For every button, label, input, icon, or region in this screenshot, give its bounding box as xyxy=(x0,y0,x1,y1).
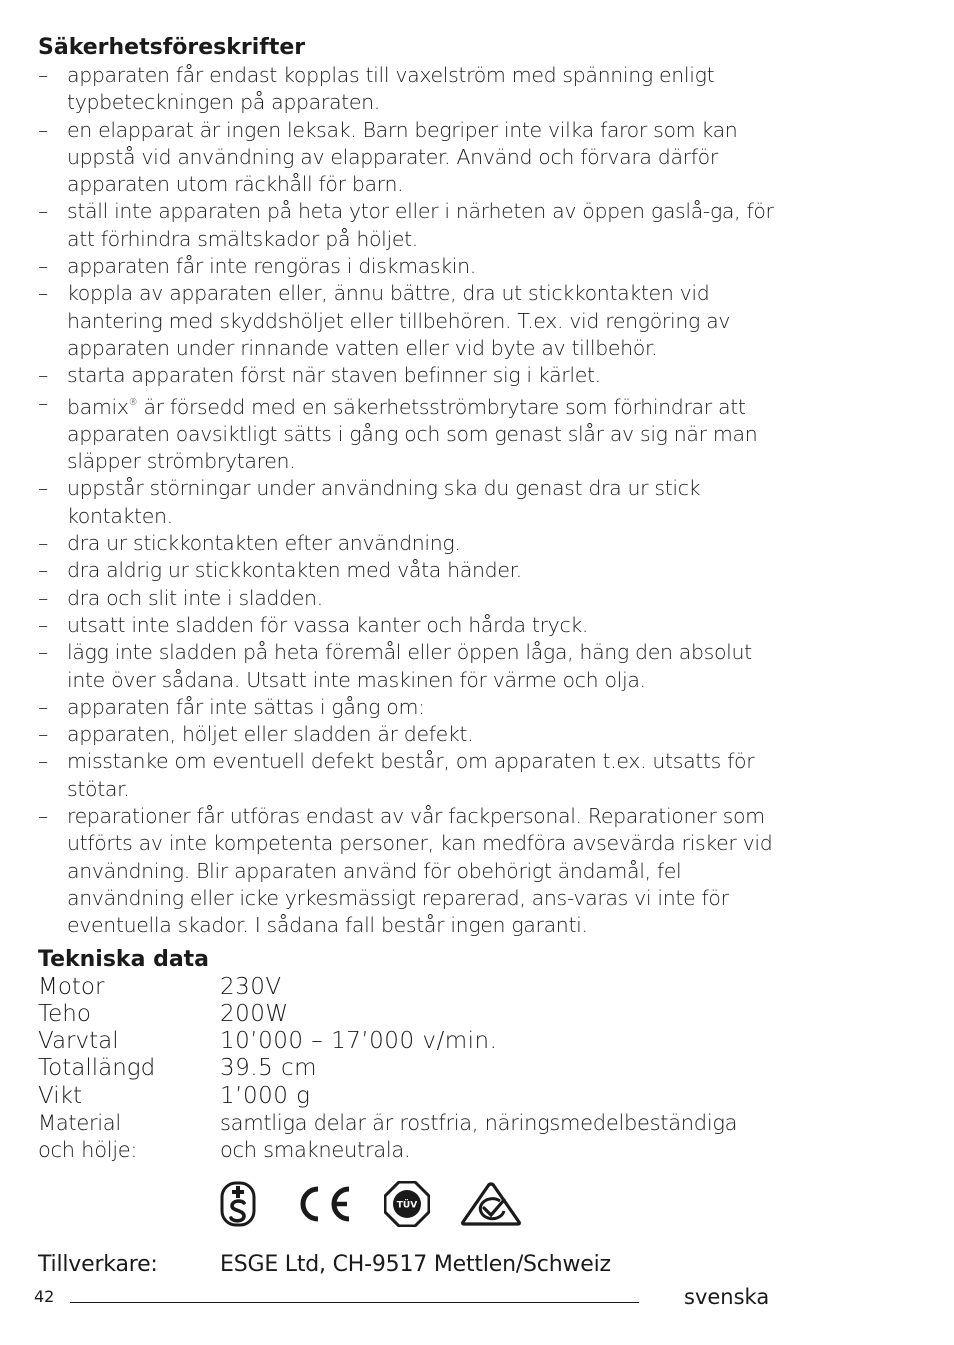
rcm-mark-icon xyxy=(460,1181,522,1227)
tech-row-power xyxy=(38,1001,778,1028)
list-item xyxy=(38,62,778,117)
page-number: 42 xyxy=(34,1287,55,1306)
tech-row-motor xyxy=(38,974,778,1001)
list-item xyxy=(38,198,778,253)
tech-value: 39.5 cm xyxy=(220,1055,318,1082)
tech-label: Material xyxy=(38,1110,121,1135)
list-item-text: misstanke om eventuell defekt består, om apparaten t.ex. utsatts för stötar. xyxy=(67,749,755,801)
ce-mark-icon xyxy=(292,1181,352,1227)
list-item xyxy=(38,117,778,199)
tech-value: 10’000 – 17’000 v/min. xyxy=(220,1028,498,1055)
tech-label: Teho xyxy=(38,1000,91,1027)
list-item-text: dra ur stickkontakten efter användning. xyxy=(67,531,461,556)
manufacturer-row xyxy=(38,1251,778,1278)
tech-value: och smakneutrala. xyxy=(220,1138,411,1163)
footer-rule xyxy=(70,1302,639,1303)
list-item-text: uppstår störningar under användning ska du genast dra ur stick kontakten. xyxy=(67,476,701,528)
list-item-text: apparaten får inte sättas i gång om: xyxy=(67,694,425,719)
brand-name: bamix xyxy=(67,394,129,419)
tech-value: 200W xyxy=(220,1000,289,1027)
list-dash: – xyxy=(38,254,48,279)
list-item-text: är försedd med en säkerhetsströmbrytare som förhindrar att apparaten oavsiktligt sätts i gång och som genast slår av sig när man släpper strömbrytaren. xyxy=(67,394,758,474)
list-dash: – xyxy=(38,749,48,774)
list-item xyxy=(38,803,778,939)
list-dash: – xyxy=(38,363,48,388)
list-dash: – xyxy=(38,63,48,87)
list-item xyxy=(38,475,778,530)
list-item-text: starta apparaten först när staven befinner sig i kärlet. xyxy=(67,363,601,388)
list-item xyxy=(38,253,778,280)
safety-heading: Säkerhetsföreskrifter xyxy=(38,35,306,60)
list-item-text: apparaten får inte rengöras i diskmaskin. xyxy=(67,254,476,279)
list-item-text: en elapparat är ingen leksak. Barn begriper inte vilka faror som kan uppstå vid användning av elapparater. Använd och förvara därför apparaten utom räckhåll för barn. xyxy=(67,117,738,197)
tech-section xyxy=(38,946,778,1278)
list-dash: – xyxy=(38,531,48,556)
list-dash: – xyxy=(38,390,48,415)
tech-label: Totallängd xyxy=(38,1055,156,1082)
list-dash: – xyxy=(38,476,48,501)
list-item xyxy=(38,390,778,476)
tech-row-length xyxy=(38,1055,778,1082)
tech-value: 1’000 g xyxy=(220,1082,311,1109)
tuv-mark-icon xyxy=(384,1181,430,1227)
manual-page xyxy=(38,34,778,1278)
list-item-text: dra och slit inte i sladden. xyxy=(67,585,323,610)
manufacturer-label: Tillverkare: xyxy=(38,1251,158,1277)
tech-value: samtliga delar är rostfria, näringsmedelbeständiga xyxy=(220,1110,738,1135)
certification-logos xyxy=(220,1181,778,1227)
tech-label: Vikt xyxy=(38,1082,82,1109)
list-item xyxy=(38,530,778,557)
list-item xyxy=(38,362,778,389)
list-item xyxy=(38,557,778,584)
list-item-text: dra aldrig ur stickkontakten med våta händer. xyxy=(67,558,522,583)
tech-heading: Tekniska data xyxy=(38,946,210,972)
list-item-text: koppla av apparaten eller, ännu bättre, dra ut stickkontakten vid hantering med skyddshöljet eller tillbehören. T.ex. vid rengöring av apparaten under rinnande vatten eller vid byte av tillbehör. xyxy=(67,281,731,360)
list-dash: – xyxy=(38,558,48,583)
tuv-mark-text: TÜV xyxy=(396,1200,418,1211)
list-item xyxy=(38,748,778,803)
list-dash: – xyxy=(38,199,48,224)
list-item-text: lägg inte sladden på heta föremål eller öppen låga, häng den absolut inte över sådana. Utsatt inte maskinen för värme och olja. xyxy=(67,640,752,692)
list-item-text: reparationer får utföras endast av vår fackpersonal. Reparationer som utförts av inte kompetenta personer, kan medföra avsevärda risker vid användning. Blir apparaten använd för obehörigt ändamål, fel användning eller icke yrkesmässigt reparerad, ans-varas vi inte för eventuella skador. I sådana fall består ingen garanti. xyxy=(67,804,773,938)
list-dash: – xyxy=(38,117,48,142)
tech-row-weight xyxy=(38,1083,778,1110)
list-item-text: apparaten, höljet eller sladden är defekt. xyxy=(67,722,474,747)
list-dash: – xyxy=(38,281,48,306)
list-dash: – xyxy=(38,804,48,829)
tech-label: Motor xyxy=(38,973,105,1000)
list-item xyxy=(38,721,778,748)
list-dash: – xyxy=(38,612,48,637)
list-item xyxy=(38,612,778,639)
list-dash: – xyxy=(38,722,48,747)
tech-row-material xyxy=(38,1110,778,1137)
manufacturer-value: ESGE Ltd, CH-9517 Mettlen/Schweiz xyxy=(220,1251,611,1277)
list-item-text: ställ inte apparaten på heta ytor eller i närheten av öppen gaslå-ga, för att förhindra smältskador på höljet. xyxy=(67,199,774,251)
list-dash: – xyxy=(38,694,48,719)
list-item xyxy=(38,585,778,612)
safety-list xyxy=(38,62,778,940)
list-item-text: utsatt inte sladden för vassa kanter och hårda tryck. xyxy=(67,612,589,637)
list-item-text: apparaten får endast kopplas till vaxelström med spänning enligt typbeteckningen på apparaten. xyxy=(67,63,715,115)
tech-value: 230V xyxy=(220,973,282,1000)
list-item xyxy=(38,694,778,721)
tech-row-speed xyxy=(38,1028,778,1055)
list-item xyxy=(38,280,778,362)
tech-row-housing xyxy=(38,1137,778,1164)
tech-label: och hölje: xyxy=(38,1138,138,1163)
tech-label: Varvtal xyxy=(38,1028,119,1055)
registered-mark: ® xyxy=(128,397,138,408)
list-item xyxy=(38,639,778,694)
s-safety-mark-icon xyxy=(220,1181,256,1227)
footer-language: svenska xyxy=(684,1285,770,1309)
list-dash: – xyxy=(38,640,48,665)
list-dash: – xyxy=(38,585,48,610)
